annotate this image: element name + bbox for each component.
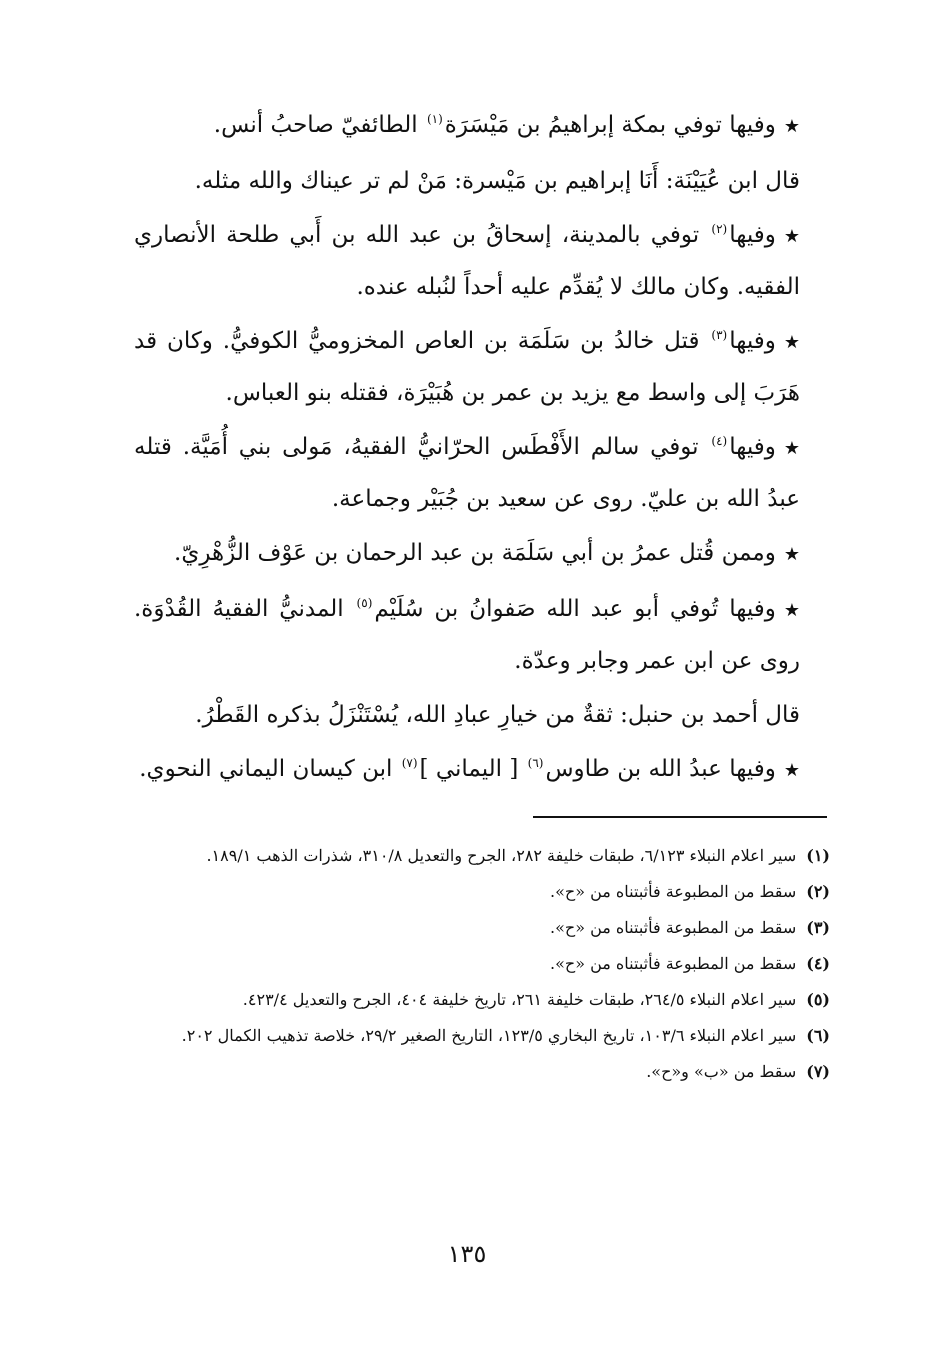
footnote-number: (١) bbox=[806, 846, 830, 865]
footnote-marker[interactable]: (٢) bbox=[711, 222, 728, 237]
paragraph bbox=[134, 744, 800, 796]
footnote-number: (٢) bbox=[806, 882, 830, 901]
footnote-separator bbox=[533, 816, 827, 818]
star-icon: ★ bbox=[783, 116, 800, 137]
star-icon: ★ bbox=[783, 226, 800, 247]
paragraph bbox=[134, 316, 800, 418]
footnote-item bbox=[134, 1018, 830, 1054]
star-icon: ★ bbox=[783, 760, 800, 781]
paragraph-text: قال أحمد بن حنبل: ثقةٌ من خيارِ عبادِ الله، يُسْتَنْزَلُ بذكره القَطْرُ. bbox=[195, 702, 800, 728]
footnote-marker[interactable]: (٤) bbox=[711, 434, 728, 449]
footnote-number: (٤) bbox=[806, 954, 830, 973]
footnote-number: (٣) bbox=[806, 918, 830, 937]
footnote-number: (٧) bbox=[806, 1062, 830, 1081]
footnote-marker[interactable]: (٦) bbox=[527, 756, 544, 771]
footnote-marker[interactable]: (٥) bbox=[356, 596, 373, 611]
paragraph-text: توفي سالم الأَفْطَس الحرّانيُّ الفقيهُ، مَولى بني أُمَيَّة. قتله عبدُ الله بن عليّ. روى عن سعيد بن جُبَيْر وجماعة. bbox=[134, 434, 800, 512]
paragraph-text: الطائفيّ صاحبُ أنس. bbox=[213, 112, 425, 138]
footnote-item bbox=[134, 838, 830, 874]
footnote-text: سقط من المطبوعة فأثبتناه من «ح». bbox=[550, 918, 797, 937]
footnote-text: سقط من «ب» و«ح». bbox=[646, 1062, 797, 1081]
paragraph-text: وفيها bbox=[729, 434, 776, 460]
star-icon: ★ bbox=[783, 332, 800, 353]
star-icon: ★ bbox=[783, 600, 800, 621]
footnote-marker[interactable]: (٣) bbox=[711, 328, 728, 343]
paragraph-text: وفيها توفي بمكة إبراهيمُ بن مَيْسَرَة bbox=[444, 112, 776, 138]
paragraph bbox=[134, 100, 800, 152]
paragraph bbox=[134, 422, 800, 524]
star-icon: ★ bbox=[783, 438, 800, 459]
paragraph-text: [ اليماني ] bbox=[419, 756, 526, 782]
footnote-text: سقط من المطبوعة فأثبتناه من «ح». bbox=[550, 954, 797, 973]
paragraph bbox=[134, 156, 800, 206]
paragraph bbox=[134, 210, 800, 312]
paragraph-text: قتل خالدُ بن سَلَمَة بن العاص المخزوميُّ الكوفيُّ. وكان قد هَرَبَ إلى واسط مع يزيد بن عمر بن هُبَيْرَة، فقتله بنو العباس. bbox=[134, 328, 800, 406]
footnote-item bbox=[134, 874, 830, 910]
footnote-number: (٦) bbox=[806, 1026, 830, 1045]
star-icon: ★ bbox=[783, 544, 800, 565]
footnotes-section bbox=[134, 838, 830, 1090]
footnote-text: سقط من المطبوعة فأثبتناه من «ح». bbox=[550, 882, 797, 901]
paragraph-text: ابن كيسان اليماني النحوي. bbox=[139, 756, 400, 782]
paragraph-text: وممن قُتل عمرُ بن أبي سَلَمَة بن عبد الرحمان بن عَوْف الزُّهْرِيّ. bbox=[174, 540, 776, 566]
paragraph-text: وفيها تُوفي أبو عبد الله صَفوانُ بن سُلَيْم bbox=[374, 596, 776, 622]
footnote-marker[interactable]: (١) bbox=[426, 112, 443, 127]
paragraph-text: قال ابن عُيَيْنَة: أَنَا إبراهيم بن مَيْسرة: مَنْ لم تر عيناك والله مثله. bbox=[194, 168, 800, 194]
footnote-text: سير اعلام النبلاء ١٠٣/٦، تاريخ البخاري ١٢٣/٥، التاريخ الصغير ٢٩/٢، خلاصة تذهيب الكمال ٢٠٢. bbox=[181, 1026, 797, 1045]
paragraph-text: وفيها bbox=[729, 222, 776, 248]
paragraph-text: المدنيُّ الفقيهُ القُدْوَة. روى عن ابن عمر وجابر وعدّة. bbox=[134, 596, 800, 674]
footnote-number: (٥) bbox=[806, 990, 830, 1009]
paragraph-text: توفي بالمدينة، إسحاقُ بن عبد الله بن أَبي طلحة الأنصاري الفقيه. وكان مالك لا يُقدِّم عليه أحداً لنُبله عنده. bbox=[134, 222, 800, 300]
footnote-item bbox=[134, 1054, 830, 1090]
footnote-item bbox=[134, 982, 830, 1018]
footnote-text: سير اعلام النبلاء ٢٦٤/٥، طبقات خليفة ٢٦١، تاريخ خليفة ٤٠٤، الجرح والتعديل ٤٢٣/٤. bbox=[242, 990, 797, 1009]
footnote-item bbox=[134, 946, 830, 982]
paragraph bbox=[134, 528, 800, 580]
paragraph bbox=[134, 584, 800, 686]
footnote-marker[interactable]: (٧) bbox=[401, 756, 418, 771]
paragraph bbox=[134, 690, 800, 740]
paragraph-text: وفيها عبدُ الله بن طاوس bbox=[545, 756, 776, 782]
main-text bbox=[134, 100, 800, 800]
paragraph-text: وفيها bbox=[729, 328, 776, 354]
footnote-item bbox=[134, 910, 830, 946]
page-number: ١٣٥ bbox=[447, 1240, 487, 1268]
footnote-text: سير اعلام النبلاء ٦/١٢٣، طبقات خليفة ٢٨٢، الجرح والتعديل ٣١٠/٨، شذرات الذهب ١٨٩/١. bbox=[206, 846, 797, 865]
